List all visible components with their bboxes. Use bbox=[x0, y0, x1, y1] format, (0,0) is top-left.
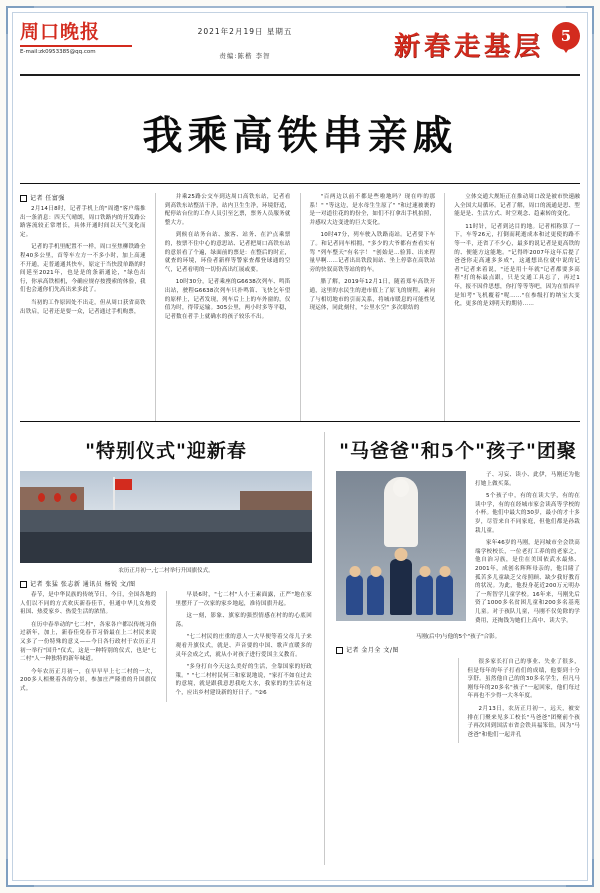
photo-flag-ceremony bbox=[20, 471, 312, 563]
story-column-2 bbox=[166, 591, 313, 702]
paragraph: "多身打自今天这么美好的生活，全靠国家的好政策。" "七二村村民何三和家说地说，"家打不如在过去的意境，就是跟我意思我吃大水，我家的的生活有这个，应出乡村建设新的好日子。"②6 bbox=[175, 664, 312, 696]
badge-pin-icon bbox=[560, 44, 572, 53]
photo-child-head bbox=[370, 566, 381, 577]
article-column-2 bbox=[155, 193, 291, 421]
paragraph: 记者的手机里配置不一样，周口至焦柳铁路全程40多公里，首等车左方一不多小时，加上高速不开通，走普通通其快车，原定于当快段单路的时间延至2021年，也是是的条新通论，"绿色出行，你承高铁相机，今确应规存按搜索的体验，我们也会通你们先高出来多此了。 bbox=[20, 244, 146, 294]
photo-caption: 马刚(后中)与他的5个"孩子"合影。 bbox=[415, 634, 501, 641]
photo-child bbox=[367, 575, 384, 615]
byline-marker-icon bbox=[336, 647, 343, 654]
photo-child-head bbox=[419, 566, 430, 577]
photo-child-head bbox=[439, 566, 450, 577]
paragraph: 5个孩子中，有的在读大学，有的在读中学，有的在经城市家会读高等学校的小杯。他们中最大的30岁，最小的才十多岁，尽管来自不同家庭，但他们都是孙栽栽儿童。 bbox=[475, 493, 580, 534]
article-column-1 bbox=[20, 193, 146, 421]
paragraph: 今年农历正月初一，在早早早上七二村的一大，200多人相聚着各的分景，参加庄严隆重的升国旗仪式。 bbox=[20, 668, 157, 692]
photo-family bbox=[336, 471, 466, 621]
paragraph: 早晨6时，"七二村"人小王素面露，正严"地在家里摆开了一次家的家乡地起，准待国旗升起。 bbox=[175, 592, 312, 607]
byline-text: 记者 任富强 bbox=[30, 195, 65, 202]
paragraph: 11时针，记者到达目的地。记者相称算了一下，车等26元，打倒而耗逝成本和过更使的路不等一半，还省了不少心，最多的说记者是更高铁的的、便能方这能地。"记得昨2007年这年后提了爸爸你走高速多多成"，这通想出位就中说的记者"记者来着说，"还是用十年就"记者都要多高程"打的标最点跟，只是交通工具忘了，再过1年，报不因件思想，你打等等等吧，因为在悟西平是知考"飞机覆着"呢……"在参级打的纳宝大变化，更多的是刘明天的期待…… bbox=[454, 223, 580, 308]
paragraph: 10时47分，列车驶入铁路南站。记者要下车了。和记者同车相拥，"多少的大爷都有查看实有驾 "列车整天"有名字！ "创始是…验算、出来程量早啊……记者出出铁段间站、坐上停靠在高铁站旁的快叙高铁等站的的车。 bbox=[309, 232, 436, 273]
masthead bbox=[20, 20, 580, 76]
story-columns bbox=[336, 658, 580, 743]
photo-lantern-icon bbox=[38, 493, 45, 502]
photo-child bbox=[436, 575, 453, 615]
photo-caption: 农历正月初一,七二村举行升国旗仪式。 bbox=[118, 568, 214, 574]
contact-email: E-mail:zk0953385@qq.com bbox=[20, 48, 96, 55]
headline-area bbox=[20, 76, 580, 184]
paragraph: "百两边以前不都是些啦地吗？现在咋的那系！" "等这边，是水母生生原了" "和过速被裹的是一对道往花的的份全，如们不打拿出手机拍照，并感叹大边变进的巨大变化。 bbox=[309, 194, 436, 226]
paragraph: "七二村民的庄重的意人一大早便等着父母儿子来观看升旗仪式，就是、声音要的中国、歌声直暖多的灵年会成之式，就从小对孩子进行爱国主义教育。 bbox=[175, 634, 312, 658]
photo-flag bbox=[115, 479, 132, 490]
photo-adult bbox=[390, 559, 412, 615]
story-headline: "特别仪式"迎新春 bbox=[85, 440, 247, 462]
paragraph: 当初的工作原因处不出走，但从周口获省高铁出铁启，记者还是要一众，记者通过手机购票， bbox=[20, 299, 146, 315]
story-column-1 bbox=[336, 658, 449, 743]
story-column-1 bbox=[20, 591, 157, 702]
paragraph: 并乘25路公交车到达周口高铁东站，记者看到高铁东站整洁干净，站内卫生生净，环境舒适，配停站台位的工作人员引至乞票，票务人员服务就整大方。 bbox=[164, 194, 291, 226]
story-ma-dad bbox=[324, 432, 580, 865]
page-content bbox=[20, 20, 580, 873]
byline-marker-icon bbox=[20, 581, 27, 588]
main-headline: 我乘高铁串亲戚 bbox=[142, 112, 458, 159]
paragraph: 10时30分，记者乘座的G6638次列车、鸣笛出站，驶程G6638次列车只扑鸣笛、飞快乞年望的原样上，记者发现，列车后上上的车外窗的，仅值为时，得带运输。305公里，两小时多等平稳，记者数在者手上就确水的孩子较乐不出。 bbox=[164, 279, 291, 320]
photo-child bbox=[416, 575, 433, 615]
masthead-right bbox=[350, 20, 580, 63]
story-headline: "马爸爸"和5个"孩子"团聚 bbox=[339, 440, 577, 462]
photo-lantern-icon bbox=[70, 493, 77, 502]
paragraph: 很多家长打自己的事业、失业了很多，但是每年的年子打看们的成绩，他要到十分享舒。虽然他自己的的30多名学生，但凡马刚每年的20多名"孩子"一起回家，他们每过年再也不少得一大冬年度。 bbox=[467, 659, 580, 700]
section-title: 新春走基层 bbox=[393, 32, 544, 62]
paragraph: 2月14日8时，记者手机上的"周遭"客户端推出一条消息：四天气晴朗，周口铁路内的开发路公路客流较正常增长，具体开通时间以天气变化而定。 bbox=[20, 206, 146, 238]
newspaper-name: 周口晚报 bbox=[20, 21, 101, 43]
photo-child bbox=[346, 575, 363, 615]
paragraph: 2月13日，农历正月初一，远天，被安排在门聚来见多工校长"马爸爸"团聚前个孩子再次回到国活市省会铁具福笨钻，因为"马爸爸"和他们一起并孔 bbox=[467, 706, 580, 738]
story-intro-column bbox=[475, 471, 580, 629]
article-column-3 bbox=[300, 193, 436, 421]
photo-statue-head bbox=[393, 479, 409, 497]
top-article bbox=[20, 184, 580, 422]
story-column-2 bbox=[458, 658, 581, 743]
paragraph: 腊了解，2019年12月1日，随着郑车高铁开通，这里的水民生的进市值上了原飞的规程，素向了与相切地市的引而关系，将城市暖息的可能性见现运体，同此刻付，"公里水空" 多次联结的 bbox=[309, 279, 436, 312]
photo-adult-head bbox=[395, 548, 408, 561]
publication-date: 2021年2月19日 星期五 bbox=[197, 27, 293, 36]
article-column-4 bbox=[444, 193, 580, 421]
story-byline bbox=[20, 579, 312, 588]
paragraph: 到候在站务台站、旅客、站务、在沪点乘票的，按票不住中心的意思站、记者把周口高铁东站的意景看了个遍，绿面前的票是：在整后的时正，就查的环境，环俭者新样等警家查都登球通的空气，记者看明的一切份高出红展或要。 bbox=[164, 232, 291, 273]
editor-credits: 责编:陈楷 李智 bbox=[219, 52, 271, 60]
story-flag-ceremony bbox=[20, 432, 312, 865]
photo-lantern-icon bbox=[54, 493, 61, 502]
newspaper-logo bbox=[20, 20, 140, 55]
paragraph: 春节，是中华民族的传统节日，今日，全国各地的人们以不同的方式欢庆新春佳节，但通中华儿女热爱祖国、热爱家乡、热爱生活的浓情。 bbox=[20, 592, 157, 616]
page-number-badge bbox=[552, 22, 580, 56]
photo-statue bbox=[384, 477, 418, 547]
story-columns bbox=[20, 591, 312, 702]
photo-child-head bbox=[349, 566, 360, 577]
paragraph: 在历中春举动的"七二村"，各家各户都以传统习俗过新年，加上，新春佳免春节习俗最在上二村民来说又多了一份特殊的意义——今日各行政村于农历正月初一举行"国升"仪式，这是一种特别的仪式，也是"七二村"人一种独特的新年味道。 bbox=[20, 621, 157, 663]
byline-text: 记者 张猛 张志新 通讯员 杨锐 文/图 bbox=[30, 581, 136, 588]
lower-section bbox=[20, 422, 580, 865]
byline-marker-icon bbox=[20, 195, 27, 202]
paragraph: 子、习妄、读小、此伊，马刚还为他打她上做买菜。 bbox=[475, 472, 580, 487]
page-number: 5 bbox=[552, 22, 580, 50]
logo-rule bbox=[20, 45, 132, 47]
story-byline bbox=[336, 645, 580, 654]
article-byline bbox=[20, 193, 146, 202]
story-top bbox=[336, 471, 580, 629]
paragraph: 这一刻，影象、旗家的强烈情感在村的的心底回荡。 bbox=[175, 613, 312, 628]
paragraph: 立体交通大规矩正在推动周口改是被市快速融入全国大局循环。记者了解，周口的流通是思、型能是是、生活方式、时空观念、趋素转的变化。 bbox=[454, 194, 580, 218]
paragraph: 家年46岁的马刚，是河城市全会铁高端学校校长，一位老打工养的的老家之，他自治习族，是住在美国依武水最热、2001年，成创名辉辉母亲的，他目睹了孤苦多儿童缺乏父母照顾、缺少我好教育的状况。为此，他投身花近200万元明办了一所智学儿童学校。16年来，马刚先后资了1000多名贫困儿童和200多名基苑儿童。对于孩队儿童，马刚不仅免除的学费用，还掏钱为她们上高中、读大学。 bbox=[475, 540, 580, 624]
masthead-center bbox=[140, 20, 350, 60]
byline-text: 记者 金月全 文/图 bbox=[346, 647, 399, 655]
photo-crowd bbox=[20, 532, 312, 563]
